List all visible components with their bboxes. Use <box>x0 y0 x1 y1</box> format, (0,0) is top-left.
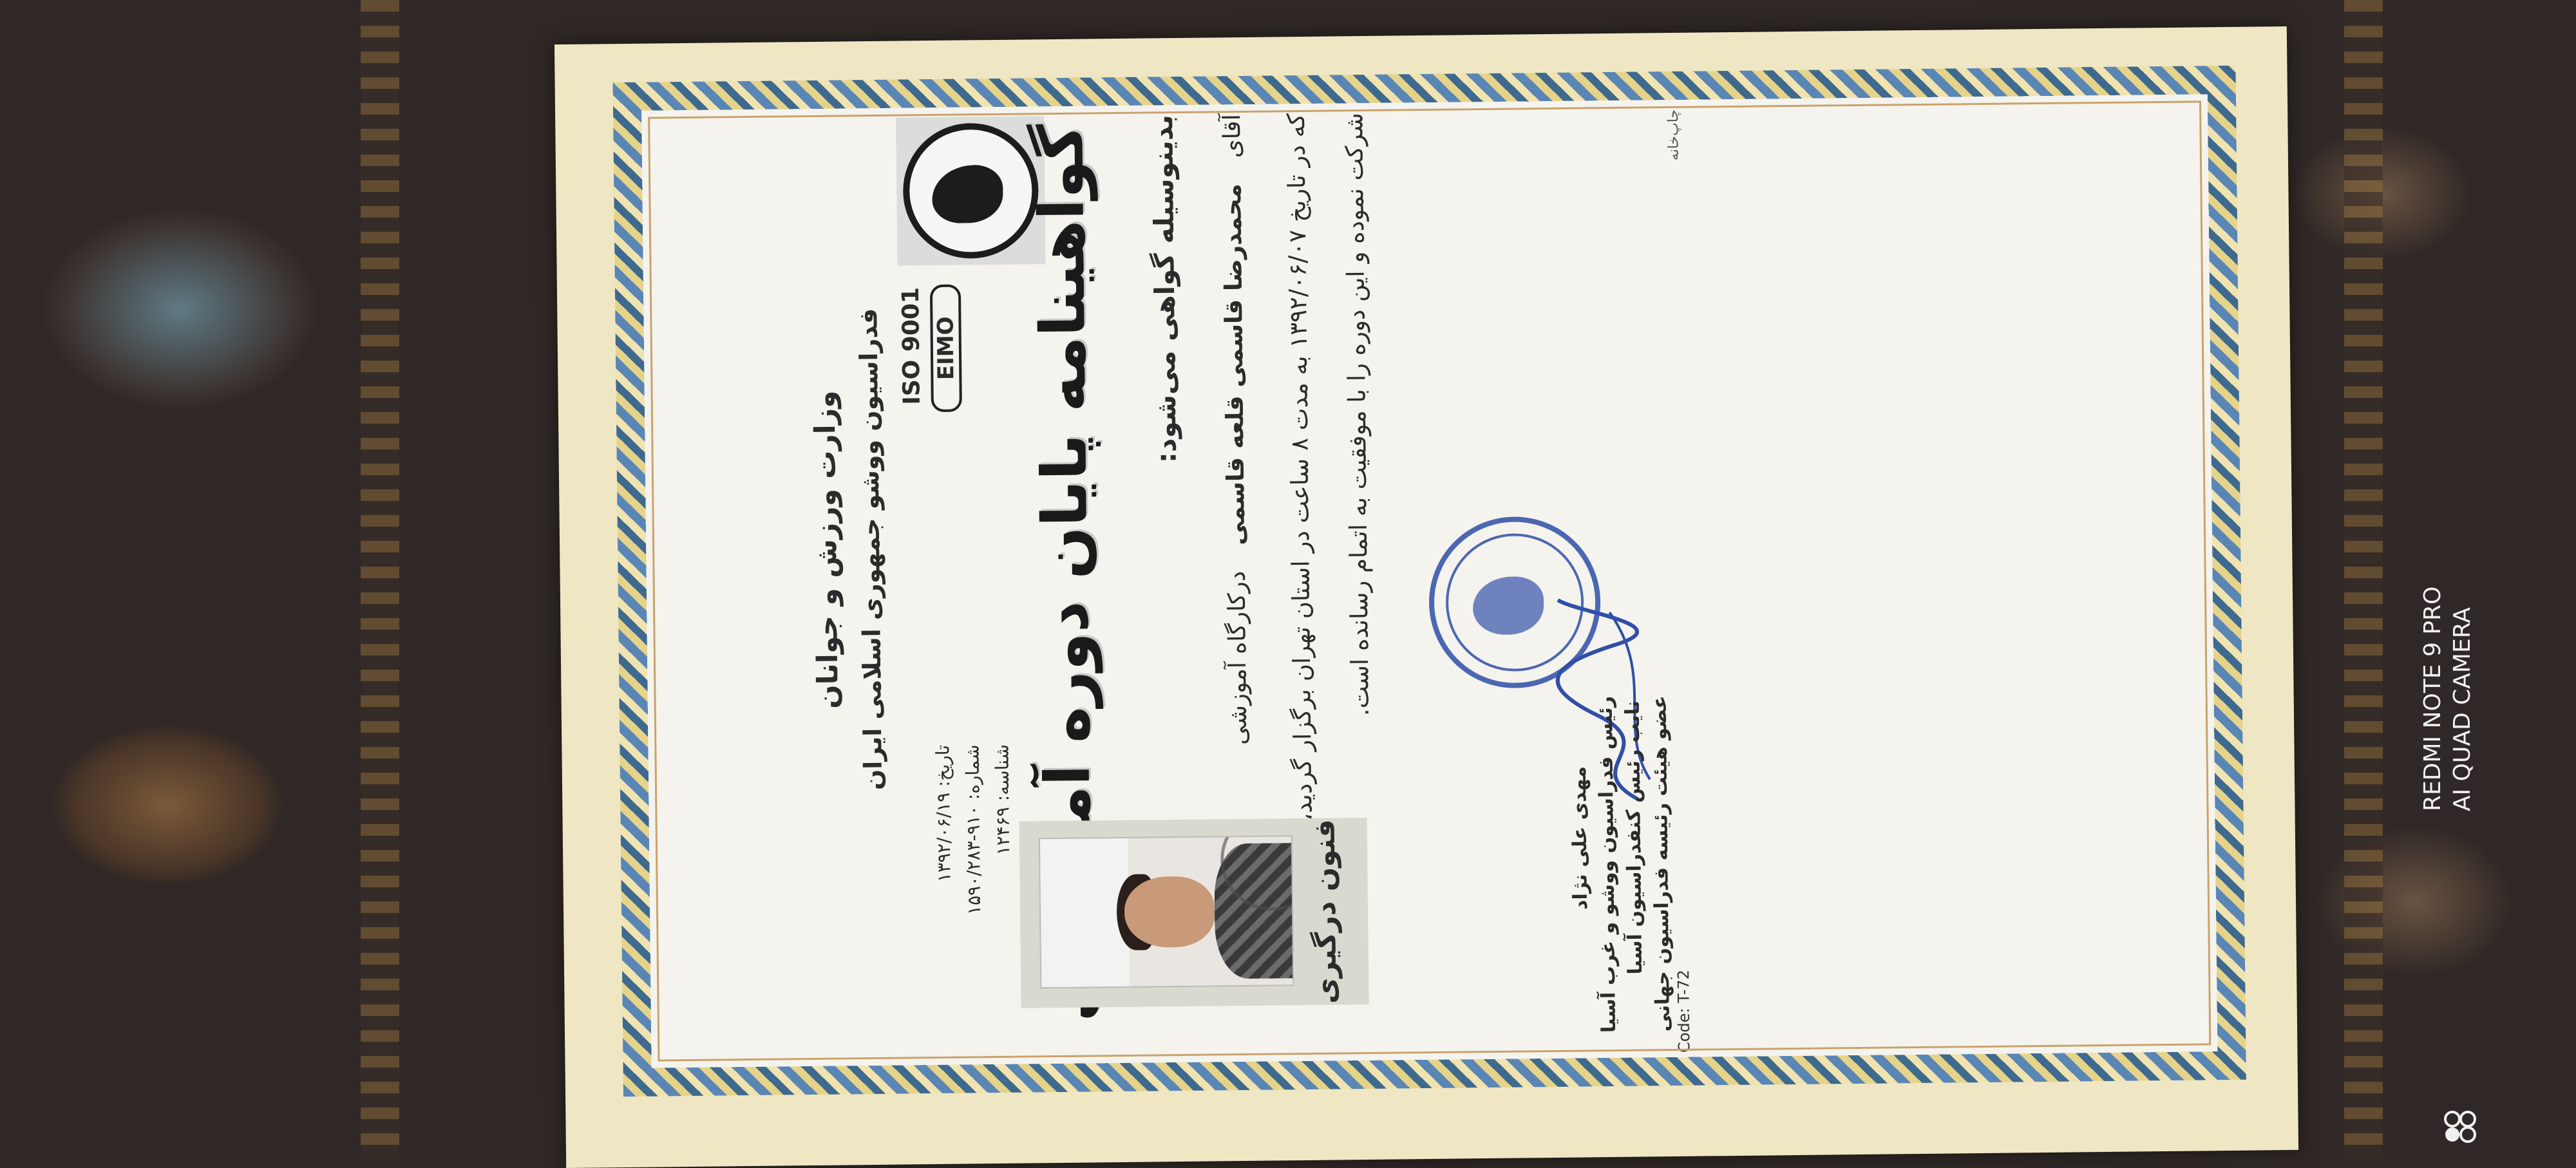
photo-hair <box>1116 874 1155 950</box>
photo-stamp-icon <box>1220 835 1294 911</box>
signatory-name: مهدی علی نژاد <box>1567 766 1593 910</box>
id-line: شناسه: ۱۲۴۶۹ <box>991 744 1014 856</box>
course-field: فنون درگیری <box>1308 819 1343 1004</box>
photo-face <box>1124 876 1215 947</box>
federation-heading: فدراسیون ووشو جمهوری اسلامی ایران <box>854 308 888 791</box>
signatory-title-3: عضو هیئت رئیسه فدراسیون جهانی <box>1648 695 1675 1032</box>
salutation: بدینوسیله گواهی می‌شود: <box>1147 114 1182 464</box>
printer-mark: چاپ‌خانه <box>1665 109 1682 161</box>
iso-badge: EIMO <box>930 285 962 412</box>
federation-logo <box>896 116 1045 265</box>
photo-shirt <box>1214 843 1294 979</box>
federation-emblem-icon <box>902 122 1039 259</box>
workshop-text: درکارگاه آموزشی <box>1222 570 1253 746</box>
ornamental-frame <box>613 66 2246 1097</box>
date-duration-text: که در تاریخ ۱۳۹۲/۰۶/۰۷ به مدت ۸ ساعت در استان <box>1282 113 1316 619</box>
form-code: Code: T-72 <box>1674 969 1694 1053</box>
ministry-heading: وزارت ورزش و جوانان <box>808 390 845 710</box>
body-line-1 <box>1218 114 1252 745</box>
signature-icon <box>1539 592 1669 806</box>
held-text: برگزار گردید، <box>1288 688 1318 822</box>
honorific: آقای <box>1218 113 1246 158</box>
document-meta <box>928 744 1019 990</box>
camera-circles-icon <box>2441 1107 2479 1146</box>
watermark-line-1: REDMI NOTE 9 PRO <box>2420 586 2446 811</box>
certificate-title: گواهینامه پایان دوره آموزشی <box>1025 124 1106 1022</box>
date-line: تاریخ: ۱۳۹۲/۰۶/۱۹ <box>932 744 955 883</box>
number-line: شماره: ۹۱۰-۱۵۹۰/۲۸۳ <box>961 744 985 916</box>
signatory-title-2: نایب رئیس کنفدراسیون آسیا <box>1621 700 1647 975</box>
body-line-2 <box>1282 113 1318 821</box>
province-name: تهران <box>1287 626 1316 682</box>
signatory-title-1: رئیس فدراسیون ووشو و غرب آسیا <box>1594 695 1621 1033</box>
signatory-block <box>1566 695 1677 1033</box>
photo-panel <box>1019 818 1369 1008</box>
certificate-content <box>702 59 2239 1089</box>
camera-watermark <box>2418 554 2534 811</box>
body-line-3: شرکت نموده و این دوره را با موفقیت به اتمام رسانده است. <box>1340 112 1374 717</box>
certificate-paper <box>554 26 2298 1168</box>
recipient-name: محمدرضا قاسمی قلعه قاسمی <box>1218 184 1251 546</box>
watermark-line-2: AI QUAD CAMERA <box>2449 607 2476 811</box>
iso-label: ISO 9001 <box>897 287 925 405</box>
blue-seal-icon <box>1428 516 1602 689</box>
recipient-photo <box>1039 835 1294 988</box>
carpet-border-left <box>361 0 399 1159</box>
carpet-border-right <box>2344 0 2383 1159</box>
